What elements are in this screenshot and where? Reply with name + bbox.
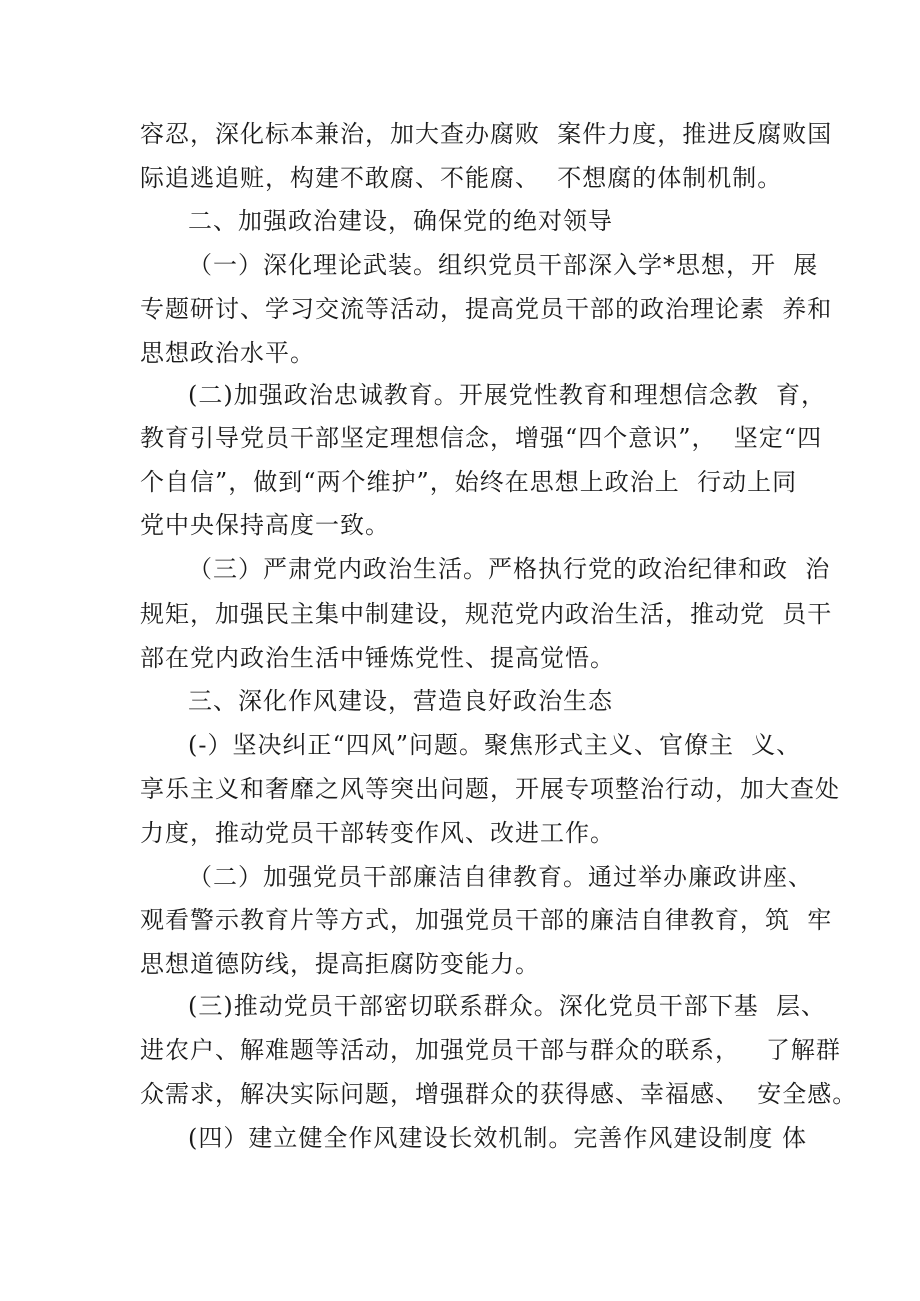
text-line: (-）坚决纠正“四风”问题。聚焦形式主义、官僚主 义、 (188, 731, 802, 759)
text-line: 众需求，解决实际问题，增强群众的获得感、幸福感、 安全感。 (140, 1080, 858, 1108)
text-line: 思想道德防线，提高拒腐防变能力。 (140, 950, 540, 978)
text-line: 专题研讨、学习交流等活动，提高党员干部的政治理论素 养和 (140, 295, 833, 323)
text-line: 容忍，深化标本兼治，加大查办腐败 案件力度，推进反腐败国 (140, 120, 833, 148)
text-line: 教育引导党员干部坚定理想信念，增强“四个意识”， 坚定“四 (140, 424, 823, 452)
text-line: 享乐主义和奢靡之风等突出问题，开展专项整治行动，加大查处 (140, 775, 840, 803)
text-line: （三）严肃党内政治生活。严格执行党的政治纪律和政 治 (188, 555, 831, 583)
text-line: 党中央保持高度一致。 (140, 511, 390, 539)
section-heading: 三、深化作风建设，营造良好政治生态 (188, 687, 613, 715)
text-line: (二)加强政治忠诚教育。开展党性教育和理想信念教 育， (188, 381, 826, 409)
text-line: 思想政治水平。 (140, 339, 315, 367)
text-line: (三)推动党员干部密切联系群众。深化党员干部下基 层、 (188, 992, 826, 1020)
text-line: 部在党内政治生活中锤炼党性、提高觉悟。 (140, 644, 615, 672)
text-line: 规矩，加强民主集中制建设，规范党内政治生活，推动党 员干 (140, 600, 833, 628)
text-line: 进农户、解难题等活动，加强党员干部与群众的联系， 了解群 (140, 1036, 841, 1064)
text-line: （一）深化理论武装。组织党员干部深入学*思想，开 展 (188, 251, 819, 279)
text-line: 观看警示教育片等方式，加强党员干部的廉洁自律教育，筑 牢 (140, 906, 833, 934)
section-heading: 二、加强政治建设，确保党的绝对领导 (188, 207, 613, 235)
text-line: 际追逃追赃，构建不敢腐、不能腐、 不想腐的体制机制。 (140, 164, 783, 192)
text-line: （二）加强党员干部廉洁自律教育。通过举办廉政讲座、 (188, 863, 813, 891)
text-line: 个自信”，做到“两个维护”，始终在思想上政治上 行动上同 (140, 468, 798, 496)
text-line: 力度，推动党员干部转变作风、改进工作。 (140, 819, 615, 847)
text-line: (四）建立健全作风建设长效机制。完善作风建设制度 体 (188, 1124, 807, 1152)
